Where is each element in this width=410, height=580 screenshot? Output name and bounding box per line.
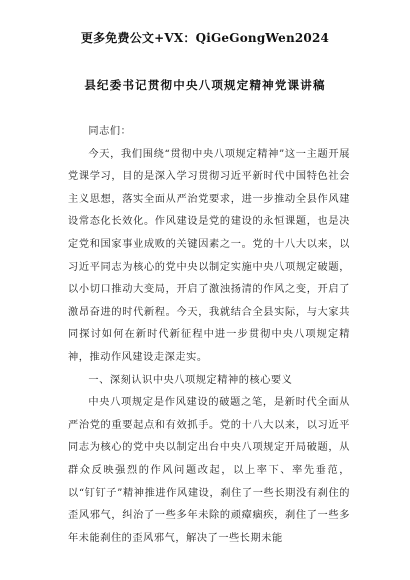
greeting: 同志们： [88,126,132,137]
paragraph-section-1: 中央八项规定是作风建设的破题之笔，是新时代全面从严治党的重要起点和有效抓手。党的十八大以来，以习近平同志为核心的党中央以制定出台中央八项规定开局破题，从群众反映强烈的作风问题改起，以上率下、率先垂范，以“钉钉子”精神推进作风建设，刹住了一些长期没有刹住的歪风邪气，纠治了一些多年未除的顽瘴痼疾，刹住了一些多年未能刹住的歪风邪气，解决了一些长期未能 [68,397,350,544]
section-heading-1: 一、深刻认识中央八项规定精神的核心要义 [88,374,293,386]
paragraph-intro: 今天，我们围绕“贯彻中央八项规定精神”这一主题开展党课学习，目的是深入学习贯彻习近平新时代中国特色社会主义思想，落实全面从严治党要求，进一步推动全县作风建设常态化长效化。作风建设是党的建设的永恒课题，也是决定党和国家事业成败的关键因素之一。党的十八大以来，以习近平同志为核心的党中央以制定实施中央八项规定破题，以小切口推动大变局，开启了激浊扬清的作风之变，开启了激昂奋进的时代新程。今天，我就结合全县实际，与大家共同探讨如何在新时代新征程中进一步贯彻中央八项规定精神，推动作风建设走深走实。 [68,148,350,363]
header-banner: 更多免费公文+VX：QiGeGongWen2024 [80,31,330,45]
document-title: 县纪委书记贯彻中央八项规定精神党课讲稿 [84,78,326,92]
document-body [68,121,350,550]
